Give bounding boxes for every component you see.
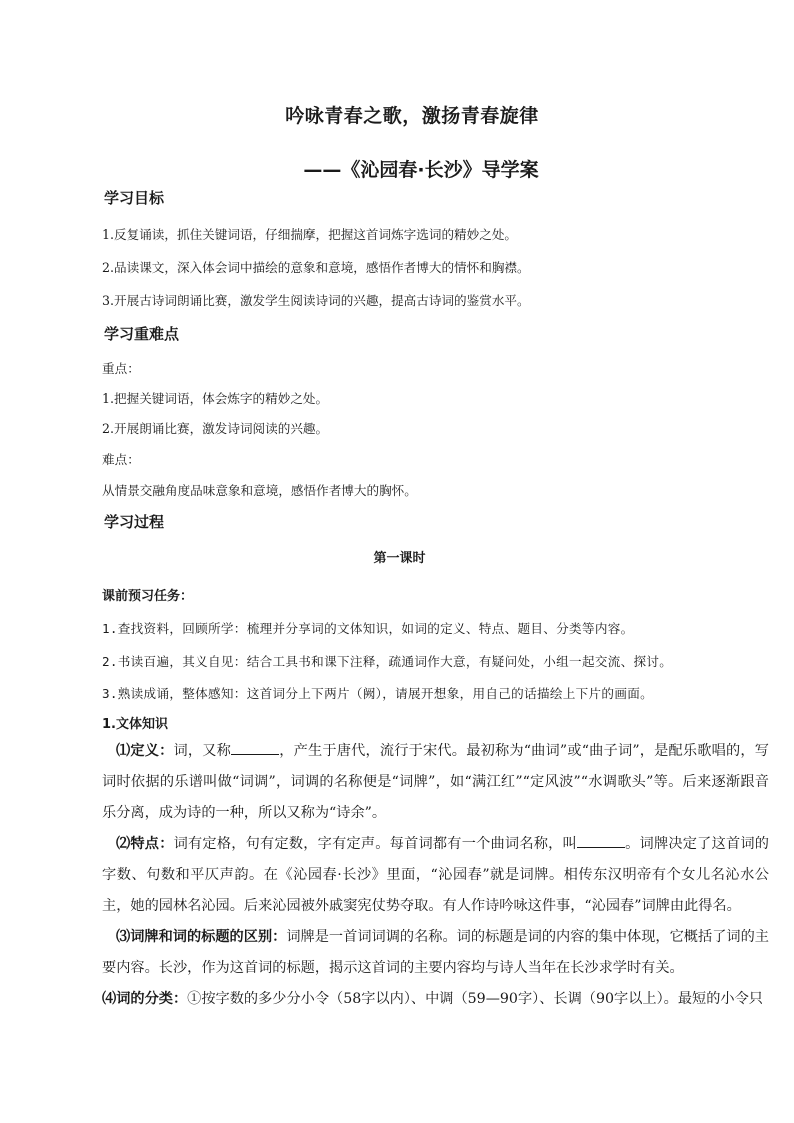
goal-item: 2.品读课文，深入体会词中描绘的意象和意境，感悟作者博大的情怀和胸襟。 [102, 260, 530, 275]
goal-item: 1.反复诵读，抓住关键词语，仔细揣摩，把握这首词炼字选词的精妙之处。 [102, 227, 518, 242]
definition-paragraph: ⑴定义：词，又称 ，产生于唐代，流行于宋代。最初称为“曲词”或“曲子词”，是配乐歌唱的，写词时依据的乐谱叫做“词调”，词调的名称便是“词牌”，如“满江红”“定风波”“水调歌头”等。后来逐渐跟音乐分离，成为诗的一种，所以又称为“诗余”。 [102, 743, 769, 821]
keypoints-heading: 学习重难点 [104, 325, 180, 343]
difficult-text: 从情景交融角度品味意象和意境，感悟作者博大的胸怀。 [102, 483, 417, 498]
definition-label: ⑴定义： [116, 743, 174, 759]
fill-blank[interactable] [577, 834, 625, 848]
process-heading: 学习过程 [104, 513, 165, 531]
document-subtitle: ——《沁园春·长沙》导学案 [303, 159, 539, 181]
fill-blank[interactable] [231, 741, 279, 755]
difference-label: ⑶词牌和词的标题的区别： [116, 929, 287, 945]
preview-item: 3.熟读成诵，整体感知：这首词分上下两片（阙），请展开想象，用自己的话描绘上下片的画面。 [102, 686, 654, 701]
key-label: 重点： [102, 361, 140, 376]
features-paragraph: ⑵特点：词有定格，句有定数，字有定声。每首词都有一个曲词名称，叫 。词牌决定了这首词的字数、句数和平仄声韵。在《沁园春·长沙》里面，“沁园春”就是词牌。相传东汉明帝有个女儿名沁水公主，她的园林名沁园。后来沁园被外戚窦宪仗势夺取。有人作诗吟咏这件事，“沁园春”词牌由此得名。 [102, 836, 769, 914]
document-title: 吟咏青春之歌，激扬青春旋律 [285, 105, 539, 127]
goals-heading: 学习目标 [104, 189, 165, 207]
preview-item: 2.书读百遍，其义自见：结合工具书和课下注释，疏通词作大意，有疑问处，小组一起交流、探讨。 [102, 654, 673, 669]
lesson-title: 第一课时 [373, 551, 426, 566]
features-label: ⑵特点： [116, 836, 174, 852]
difference-paragraph: ⑶词牌和词的标题的区别：词牌是一首词词调的名称。词的标题是词的内容的集中体现，它概括了词的主要内容。长沙，作为这首词的标题，揭示这首词的主要内容均与诗人当年在长沙求学时有关。 [102, 929, 769, 976]
classification-paragraph: ⑷词的分类：①按字数的多少分小令（58字以内）、中调（59—90字）、长调（90字以上）。最短的小令只 [102, 991, 763, 1007]
key-item: 1.把握关键词语，体会炼字的精妙之处。 [102, 391, 329, 406]
key-item: 2.开展朗诵比赛，激发诗词阅读的兴趣。 [102, 421, 329, 436]
goal-item: 3.开展古诗词朗诵比赛，激发学生阅读诗词的兴趣，提高古诗词的鉴赏水平。 [102, 293, 530, 308]
section-heading: 1.文体知识 [102, 717, 168, 732]
preview-item: 1.查找资料，回顾所学：梳理并分享词的文体知识，如词的定义、特点、题目、分类等内容。 [102, 621, 634, 636]
preview-heading: 课前预习任务： [102, 589, 194, 604]
classification-label: ⑷词的分类： [102, 991, 188, 1007]
difficult-label: 难点： [102, 452, 140, 467]
